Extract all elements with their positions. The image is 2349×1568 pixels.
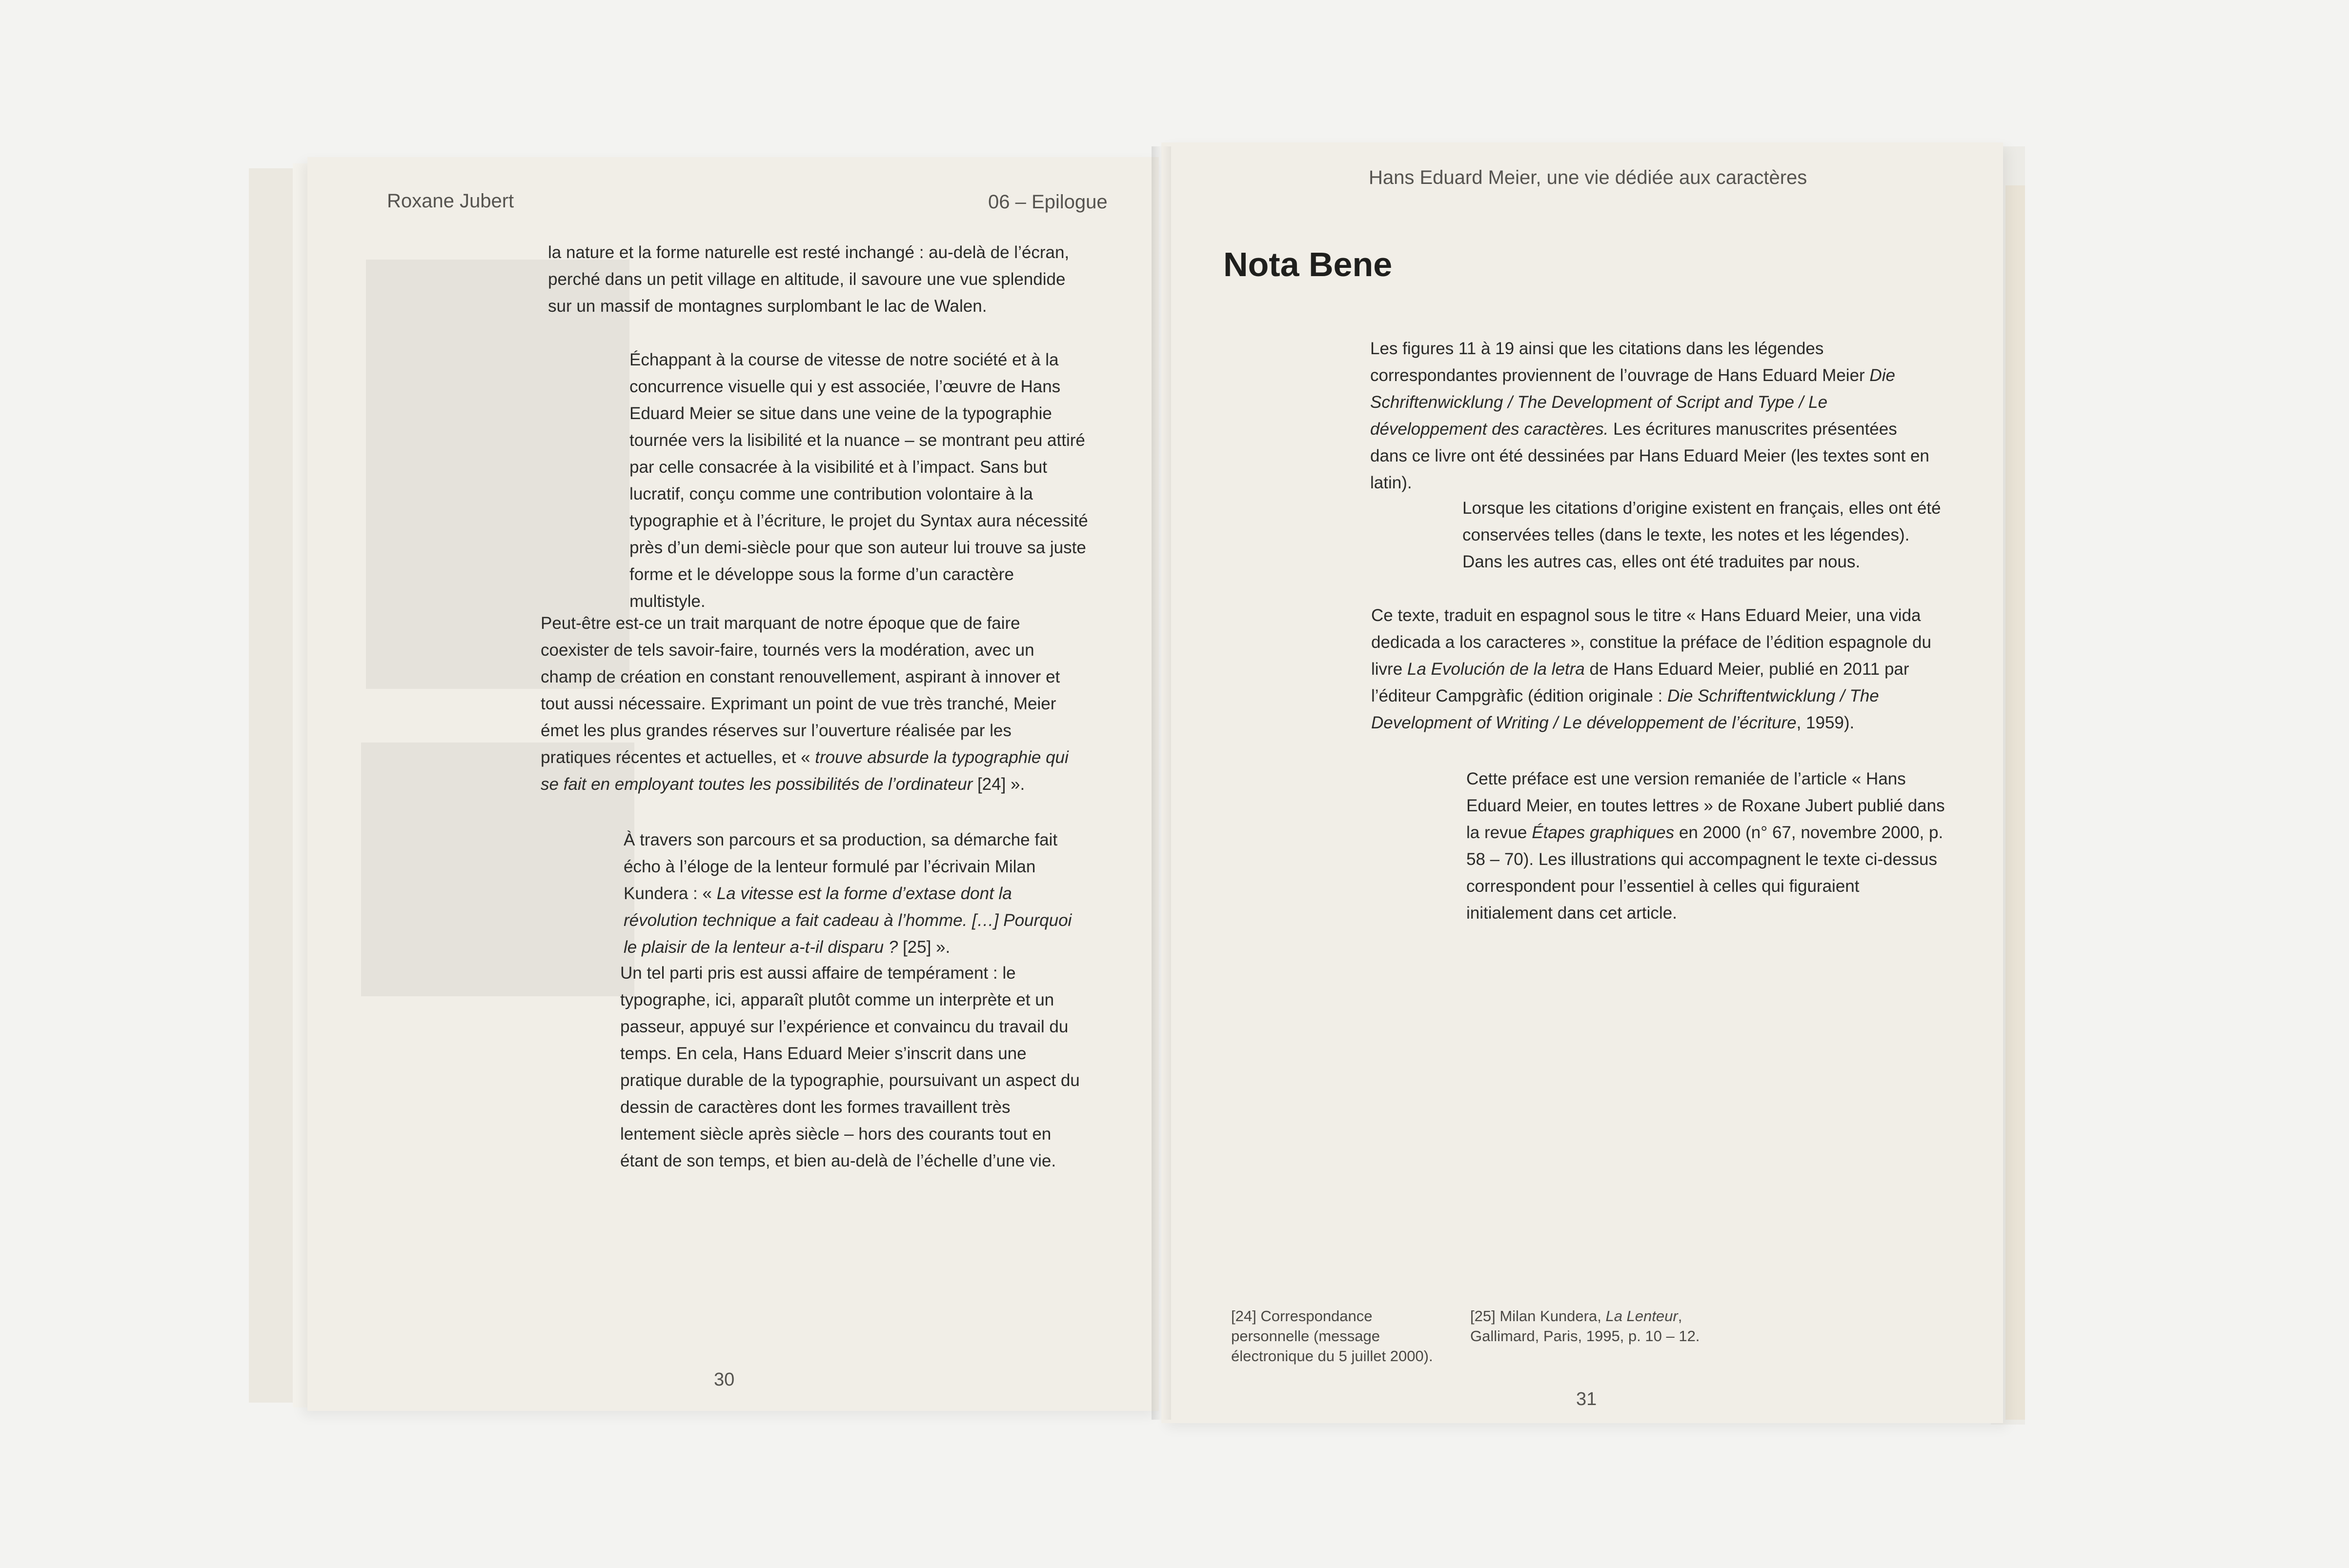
running-chapter: 06 – Epilogue bbox=[988, 191, 1108, 213]
body-paragraph-5: Un tel parti pris est aussi affaire de tempérament : le typographe, ici, apparaît plutôt comme un interprète et un passeur, appuyé sur l’expérience et convaincu du travail du temps. En cela, Hans Eduard Meier s’inscrit dans une pratique durable de la typographie, poursuivant un aspect du dessin de caractères dont les formes travaillent très lentement siècle après siècle – hors des courants tout en étant de son temps, et bien au-delà de l’échelle d’une vie. bbox=[620, 964, 1080, 1170]
body-paragraph-3-quote: trouve absurde la typographie qui se fait en employant toutes les possibilités de l’ordinateur bbox=[541, 748, 1069, 794]
body-paragraph-4-quote: La vitesse est la forme d’extase dont la révolution technique a fait cadeau à l’homme. […] Pourquoi le plaisir de la lenteur a-t-il disparu ? bbox=[624, 884, 1072, 957]
book-gutter bbox=[1152, 146, 1171, 1420]
note-paragraph-3-original-title: Die Schriftentwicklung / The Development of Writing / Le développement de l’écriture bbox=[1371, 686, 1879, 732]
note-paragraph-3-title: La Evolución de la letra bbox=[1407, 660, 1585, 679]
page-number-right: 31 bbox=[1576, 1389, 1597, 1409]
footnote-25 bbox=[1470, 1306, 1714, 1346]
note-paragraph-2: Lorsque les citations d’origine existent en français, elles ont été conservées telles (dans le texte, les notes et les légendes). Dans les autres cas, elles ont été traduites par nous. bbox=[1462, 499, 1941, 571]
body-paragraph-3 bbox=[541, 610, 1082, 798]
footnote-25-text: [25] Milan Kundera, bbox=[1470, 1307, 1606, 1325]
body-paragraph-4-text: À travers son parcours et sa production, sa démarche fait écho à l’éloge de la lenteur formulé par l’écrivain Milan Kundera : « bbox=[624, 830, 1058, 903]
footnote-25-tail: , Gallimard, Paris, 1995, p. 10 – 12. bbox=[1470, 1307, 1700, 1345]
note-paragraph-3-tail: , 1959). bbox=[1796, 713, 1855, 732]
footnote-25-title: La Lenteur bbox=[1605, 1307, 1678, 1325]
page-number-left: 30 bbox=[714, 1369, 735, 1390]
section-heading: Nota Bene bbox=[1223, 245, 1393, 283]
note-paragraph-3-mid: de Hans Eduard Meier, publié en 2011 par l’éditeur Campgràfic (édition originale : bbox=[1371, 660, 1909, 705]
note-paragraph-3 bbox=[1371, 602, 1949, 736]
note-paragraph-1-tail: Les écritures manuscrites présentées dans ce livre ont été dessinées par Hans Eduard Meier (les textes sont en latin). bbox=[1370, 420, 1929, 492]
body-paragraph-2: Échappant à la course de vitesse de notre société et à la concurrence visuelle qui y est associée, l’œuvre de Hans Eduard Meier se situe dans une veine de la typographie tournée vers la lisibilité et la nuance – se montrant peu attiré par celle consacrée à la visibilité et à l’impact. Sans but lucratif, conçu comme une contribution volontaire à la typographie et à l’écriture, le projet du Syntax aura nécessité près d’un demi-siècle pour que son auteur lui trouve sa juste forme et le développe sous la forme d’un caractère multistyle. bbox=[629, 350, 1088, 611]
left-page bbox=[307, 157, 1159, 1411]
running-title: Hans Eduard Meier, une vie dédiée aux caractères bbox=[1369, 167, 1807, 188]
note-paragraph-1-text: Les figures 11 à 19 ainsi que les citations dans les légendes correspondantes proviennent de l’ouvrage de Hans Eduard Meier bbox=[1370, 339, 1870, 385]
right-page bbox=[1161, 142, 2003, 1423]
body-paragraph-4 bbox=[624, 826, 1085, 961]
body-paragraph-3-ref: [24] ». bbox=[972, 775, 1025, 794]
footnote-24: [24] Correspondance personnelle (message électronique du 5 juillet 2000). bbox=[1231, 1307, 1433, 1365]
right-cover-edge bbox=[2005, 185, 2025, 1420]
body-paragraph-4-ref: [25] ». bbox=[898, 938, 951, 957]
note-paragraph-4-journal: Étapes graphiques bbox=[1532, 823, 1675, 842]
note-paragraph-1-title: Die Schriftenwicklung / The Development of Script and Type / Le développement des caractères. bbox=[1370, 366, 1895, 439]
body-paragraph-1: la nature et la forme naturelle est resté inchangé : au-delà de l’écran, perché dans un petit village en altitude, il savoure une vue splendide sur un massif de montagnes surplombant le lac de Walen. bbox=[548, 243, 1070, 316]
body-paragraph-3-text: Peut-être est-ce un trait marquant de notre époque que de faire coexister de tels savoir-faire, tournés vers la modération, avec un champ de création en constant renouvellement, aspirant à innover et tout aussi nécessaire. Exprimant un point de vue très tranché, Meier émet les plus grandes réserves sur l’ouverture réalisée par les pratiques récentes et actuelles, et « bbox=[541, 614, 1060, 767]
show-through-text bbox=[722, 186, 726, 203]
note-paragraph-3-text: Ce texte, traduit en espagnol sous le titre « Hans Eduard Meier, una vida dedicada a los caracteres », constitue la préface de l’édition espagnole du livre bbox=[1371, 606, 1931, 679]
note-paragraph-4-text: Cette préface est une version remaniée de l’article « Hans Eduard Meier, en toutes lettres » de Roxane Jubert publié dans la revue bbox=[1466, 769, 1945, 842]
running-author: Roxane Jubert bbox=[387, 190, 514, 212]
note-paragraph-4-tail: en 2000 (n° 67, novembre 2000, p. 58 – 70). Les illustrations qui accompagnent le texte ci-dessus correspondent pour l’essentiel à celles qui figuraient initialement dans cet article. bbox=[1466, 823, 1944, 923]
note-paragraph-4 bbox=[1466, 765, 1947, 926]
note-paragraph-1 bbox=[1370, 335, 1939, 496]
